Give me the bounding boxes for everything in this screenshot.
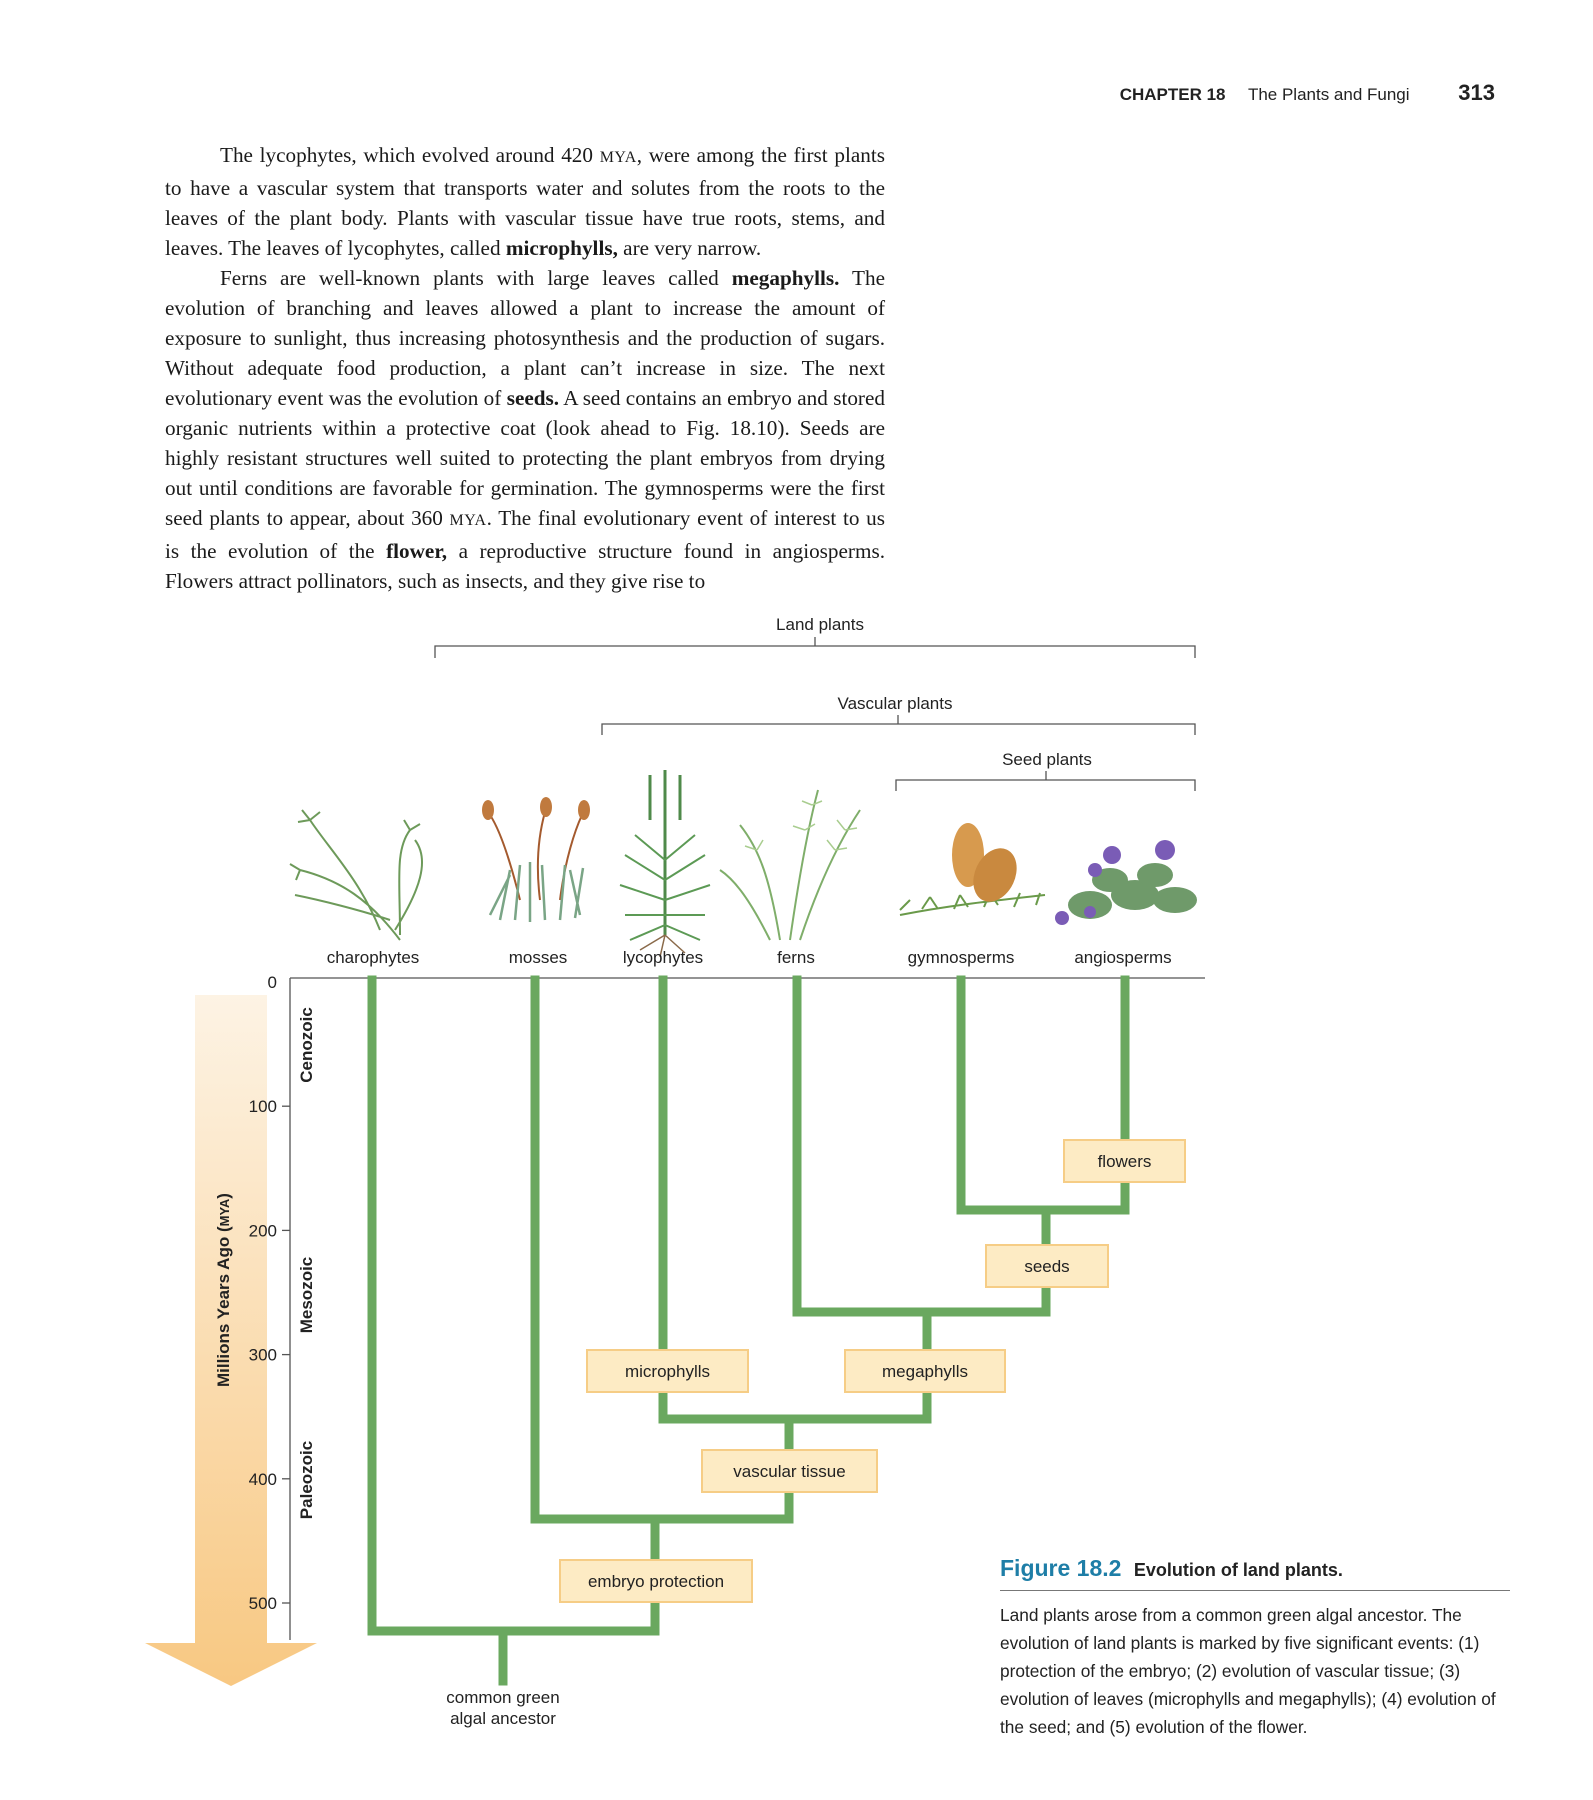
chapter-title: The Plants and Fungi: [1247, 85, 1410, 104]
vascular-plants-label: Vascular plants: [837, 694, 953, 713]
term-megaphylls: megaphylls.: [731, 266, 840, 290]
lycophyte-illustration: [620, 770, 710, 957]
event-embryo-protection: [560, 1560, 752, 1602]
time-axis: [290, 978, 1205, 1640]
seed-plants-bracket: [896, 771, 1195, 791]
axis-tick-200: 200: [248, 1221, 277, 1241]
caption-heading: [1000, 1555, 1510, 1591]
axis-label: Millions Years Ago (MYA): [214, 1193, 233, 1387]
term-flower: flower,: [386, 539, 448, 563]
svg-text:flowers: flowers: [1097, 1152, 1152, 1171]
axis-tick-100: 100: [248, 1097, 277, 1117]
fern-illustration: [720, 790, 860, 940]
charophyte-illustration: [290, 810, 422, 940]
chapter-label: CHAPTER 18: [1119, 85, 1226, 104]
event-microphylls: [587, 1350, 748, 1392]
taxon-angiosperms: angiosperms: [1074, 948, 1172, 967]
branch-mosses: [535, 980, 655, 1519]
taxon-gymnosperms: gymnosperms: [907, 948, 1015, 967]
caption-text: Land plants arose from a common green algal ancestor. The evolution of land plants is marked by five significant events: (1) protection of the embryo; (2) evolution of vascular tissue; (3) evolution of leaves (microphylls and megaphylls); (4) evolution of the seed; and (5) evolution of the flower.: [1000, 1605, 1496, 1737]
axis-tick-400: 400: [248, 1469, 277, 1489]
era-paleozoic: Paleozoic: [297, 1440, 316, 1520]
paragraph-2: Ferns are well-known plants with large leaves called megaphylls. The evolution of branching and leaves allowed a plant to increase the amount of exposure to sunlight, thus increasing photosynthesis and the production of sugars. Without adequate food production, a plant can’t increase in size. The next evolutionary event was the evolution of seeds. A seed contains an embryo and stored organic nutrients within a protective coat (look ahead to Fig. 18.10). Seeds are highly resistant structures well suited to protecting the plant embryos from drying out until conditions are favorable for germination. The gymnosperms were the first seed plants to appear, about 360 MYA. The final evolutionary event of interest to us is the evolution of the flower, a reproductive structure found in angiosperms. Flowers attract pollinators, such as insects, and they give rise to: [165, 266, 885, 593]
taxon-lycophytes: lycophytes: [622, 948, 704, 967]
land-plants-label: Land plants: [776, 615, 864, 634]
axis-tick-0: 0: [267, 973, 277, 992]
ancestor-label-line1: common green: [446, 1688, 560, 1707]
branch-charophytes: [372, 980, 503, 1631]
taxon-charophytes: charophytes: [326, 948, 420, 967]
land-plants-bracket: [435, 637, 1195, 658]
axis-tick-500: 500: [248, 1594, 277, 1613]
svg-text:microphylls: microphylls: [624, 1362, 711, 1381]
vascular-plants-bracket: [602, 715, 1195, 735]
branch-gymnosperms: [961, 980, 1046, 1210]
event-seeds: [986, 1245, 1108, 1287]
paragraph-1: The lycophytes, which evolved around 420 MYA, were among the first plants to have a vascular system that transports water and solutes from the roots to the leaves of the plant body. Plants with vascular tissue have true roots, stems, and leaves. The leaves of lycophytes, called microphylls, are very narrow.: [165, 143, 885, 260]
page-number: 313: [1458, 80, 1495, 105]
svg-text:seeds: seeds: [1024, 1257, 1070, 1276]
svg-text:vascular tissue: vascular tissue: [733, 1462, 846, 1481]
axis-tick-300: 300: [248, 1345, 277, 1365]
event-megaphylls: [845, 1350, 1005, 1392]
event-flowers: [1064, 1140, 1185, 1182]
taxon-mosses: mosses: [508, 948, 568, 967]
figure-caption: [1000, 1555, 1510, 1741]
era-mesozoic: Mesozoic: [297, 1256, 316, 1334]
seed-plants-label: Seed plants: [1002, 750, 1092, 769]
branch-ferns: [797, 980, 927, 1312]
angiosperm-illustration: [1055, 840, 1197, 925]
gymnosperm-illustration: [900, 823, 1045, 915]
figure-number: Figure 18.2: [1000, 1555, 1122, 1581]
taxon-ferns: ferns: [777, 948, 815, 967]
term-seeds: seeds.: [506, 386, 560, 410]
term-microphylls: microphylls,: [505, 236, 618, 260]
svg-text:embryo protection: embryo protection: [587, 1572, 725, 1591]
figure-title: Evolution of land plants.: [1133, 1560, 1343, 1580]
svg-text:megaphylls: megaphylls: [882, 1362, 968, 1381]
event-vascular-tissue: [702, 1450, 877, 1492]
era-cenozoic: Cenozoic: [297, 1007, 316, 1083]
moss-illustration: [482, 797, 590, 922]
ancestor-label-line2: algal ancestor: [450, 1709, 556, 1728]
